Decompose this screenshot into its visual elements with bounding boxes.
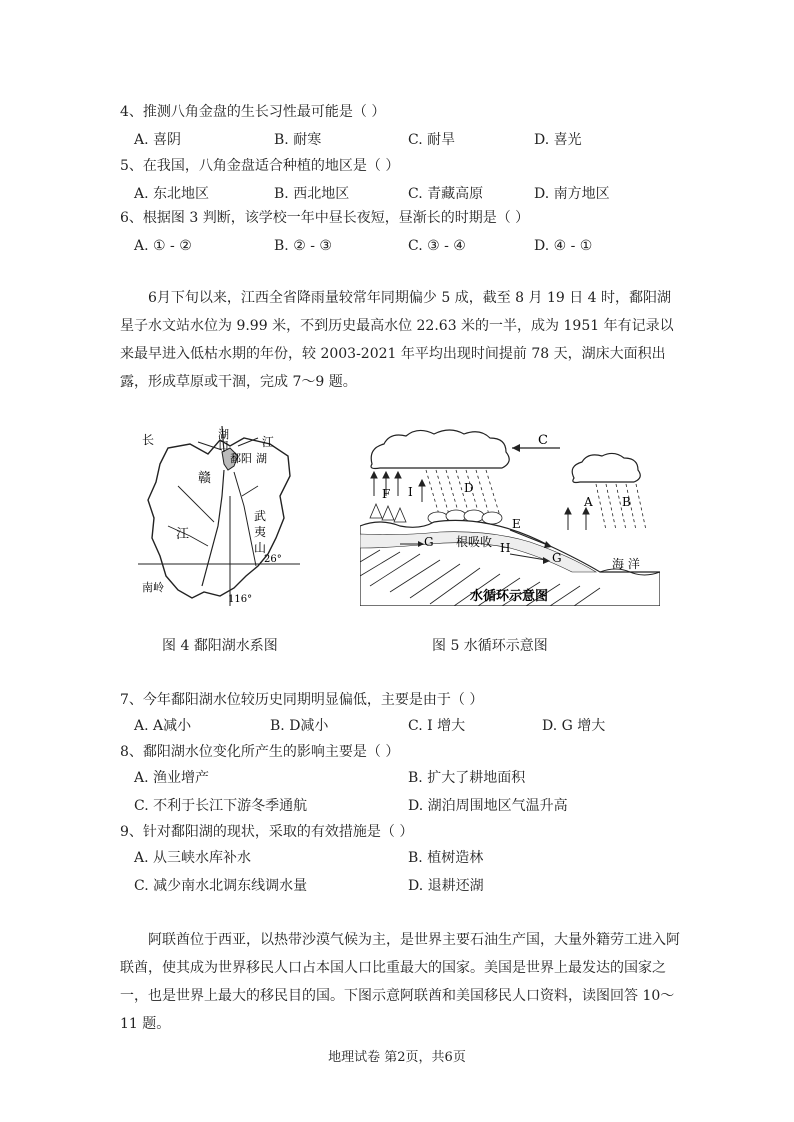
question-4-option-b: B. 耐寒	[274, 132, 322, 148]
map-label-jiang-left: 江	[176, 527, 190, 542]
wc-label-f: F	[382, 487, 391, 501]
wc-label-g2: G	[552, 551, 562, 565]
map-label-hu2: 湖	[256, 452, 267, 465]
map-label-gan: 赣	[198, 471, 212, 486]
wc-title: 水循环示意图	[470, 589, 549, 604]
question-8-option-b: B. 扩大了耕地面积	[408, 770, 526, 786]
wc-label-d: D	[464, 481, 474, 495]
wc-label-h: H	[500, 541, 511, 555]
question-9-option-c: C. 减少南水北调东线调水量	[134, 878, 308, 894]
wc-label-ocean: 海 洋	[612, 557, 640, 571]
question-9-stem: 9、针对鄱阳湖的现状，采取的有效措施是（ ）	[120, 824, 414, 840]
question-6-option-b: B. ② - ③	[274, 238, 332, 254]
wc-label-b: B	[622, 495, 631, 509]
question-8-stem: 8、鄱阳湖水位变化所产生的影响主要是（ ）	[120, 744, 400, 760]
question-6-stem: 6、根据图 3 判断，该学校一年中昼长夜短，昼渐长的时期是（ ）	[120, 210, 530, 226]
question-5-stem: 5、在我国，八角金盘适合种植的地区是（ ）	[120, 158, 400, 174]
question-7-option-b: B. D减小	[270, 718, 329, 734]
wc-label-g1: G	[424, 535, 434, 549]
figure-4-poyang-map	[138, 426, 300, 606]
map-label-shan: 山	[254, 541, 267, 555]
question-6-option-d: D. ④ - ①	[534, 238, 593, 254]
question-8-option-a: A. 渔业增产	[134, 770, 210, 786]
question-4-option-a: A. 喜阴	[134, 132, 182, 148]
question-4-option-d: D. 喜光	[534, 132, 582, 148]
question-7-option-c: C. I 增大	[408, 718, 466, 734]
map-label-lat: 26°	[264, 554, 282, 565]
wc-label-a: A	[584, 495, 593, 509]
question-7-option-d: D. G 增大	[542, 718, 606, 734]
question-8-option-d: D. 湖泊周围地区气温升高	[408, 798, 568, 814]
question-6-option-a: A. ① - ②	[134, 238, 192, 254]
wc-label-i: I	[408, 485, 413, 499]
question-6-option-c: C. ③ - ④	[408, 238, 466, 254]
question-5-option-b: B. 西北地区	[274, 186, 350, 202]
question-9-option-d: D. 退耕还湖	[408, 878, 484, 894]
map-label-kou: 口	[218, 439, 229, 452]
question-9-option-b: B. 植树造林	[408, 850, 484, 866]
question-5-option-c: C. 青藏高原	[408, 186, 484, 202]
map-label-wu: 武	[254, 509, 267, 523]
question-4-stem: 4、推测八角金盘的生长习性最可能是（ ）	[120, 104, 386, 120]
question-9-option-a: A. 从三峡水库补水	[134, 850, 252, 866]
page-footer: 地理试卷 第2页，共6页	[328, 1050, 466, 1065]
question-5-option-a: A. 东北地区	[134, 186, 210, 202]
question-4-option-c: C. 耐旱	[408, 132, 456, 148]
question-8-option-c: C. 不利于长江下游冬季通航	[134, 798, 308, 814]
figure-4-caption: 图 4 鄱阳湖水系图	[162, 638, 278, 654]
question-7-option-a: A. A减小	[134, 718, 192, 734]
map-label-nanling: 南岭	[142, 581, 164, 594]
question-5-option-d: D. 南方地区	[534, 186, 610, 202]
passage-poyang-lake: 6月下旬以来，江西全省降雨量较常年同期偏少 5 成，截至 8 月 19 日 4 时，鄱阳湖星子水文站水位为 9.99 米，不到历史最高水位 22.63 米的一半，成为 1951 年有记录以来最早进入低枯水期的年份，较 2003-2021 年平均出现时间提前 78 天，湖床大面积出露，形成草原或干涸，完成 7～9 题。	[120, 290, 674, 390]
map-label-yi: 夷	[254, 525, 267, 539]
figure-5-caption: 图 5 水循环示意图	[432, 638, 548, 654]
map-label-lon: 116°	[228, 594, 253, 605]
figure-5-water-cycle	[360, 426, 660, 606]
wc-label-root: 根吸收	[456, 535, 493, 549]
map-label-jiang-top: 江	[262, 435, 275, 449]
wc-label-e: E	[512, 517, 521, 531]
wc-label-c: C	[538, 433, 548, 448]
question-7-stem: 7、今年鄱阳湖水位较历史同期明显偏低，主要是由于（ ）	[120, 692, 484, 708]
map-label-poyang: 鄱阳	[230, 452, 252, 465]
map-label-chang: 长	[142, 433, 155, 447]
passage-uae-usa: 阿联酋位于西亚，以热带沙漠气候为主，是世界主要石油生产国，大量外籍劳工进入阿联酋，使其成为世界移民人口占本国人口比重最大的国家。美国是世界上最发达的国家之一，也是世界上最大的移民目的国。下图示意阿联酋和美国移民人口资料，读图回答 10～11 题。	[120, 932, 680, 1032]
map-label-hu: 湖	[218, 428, 229, 441]
